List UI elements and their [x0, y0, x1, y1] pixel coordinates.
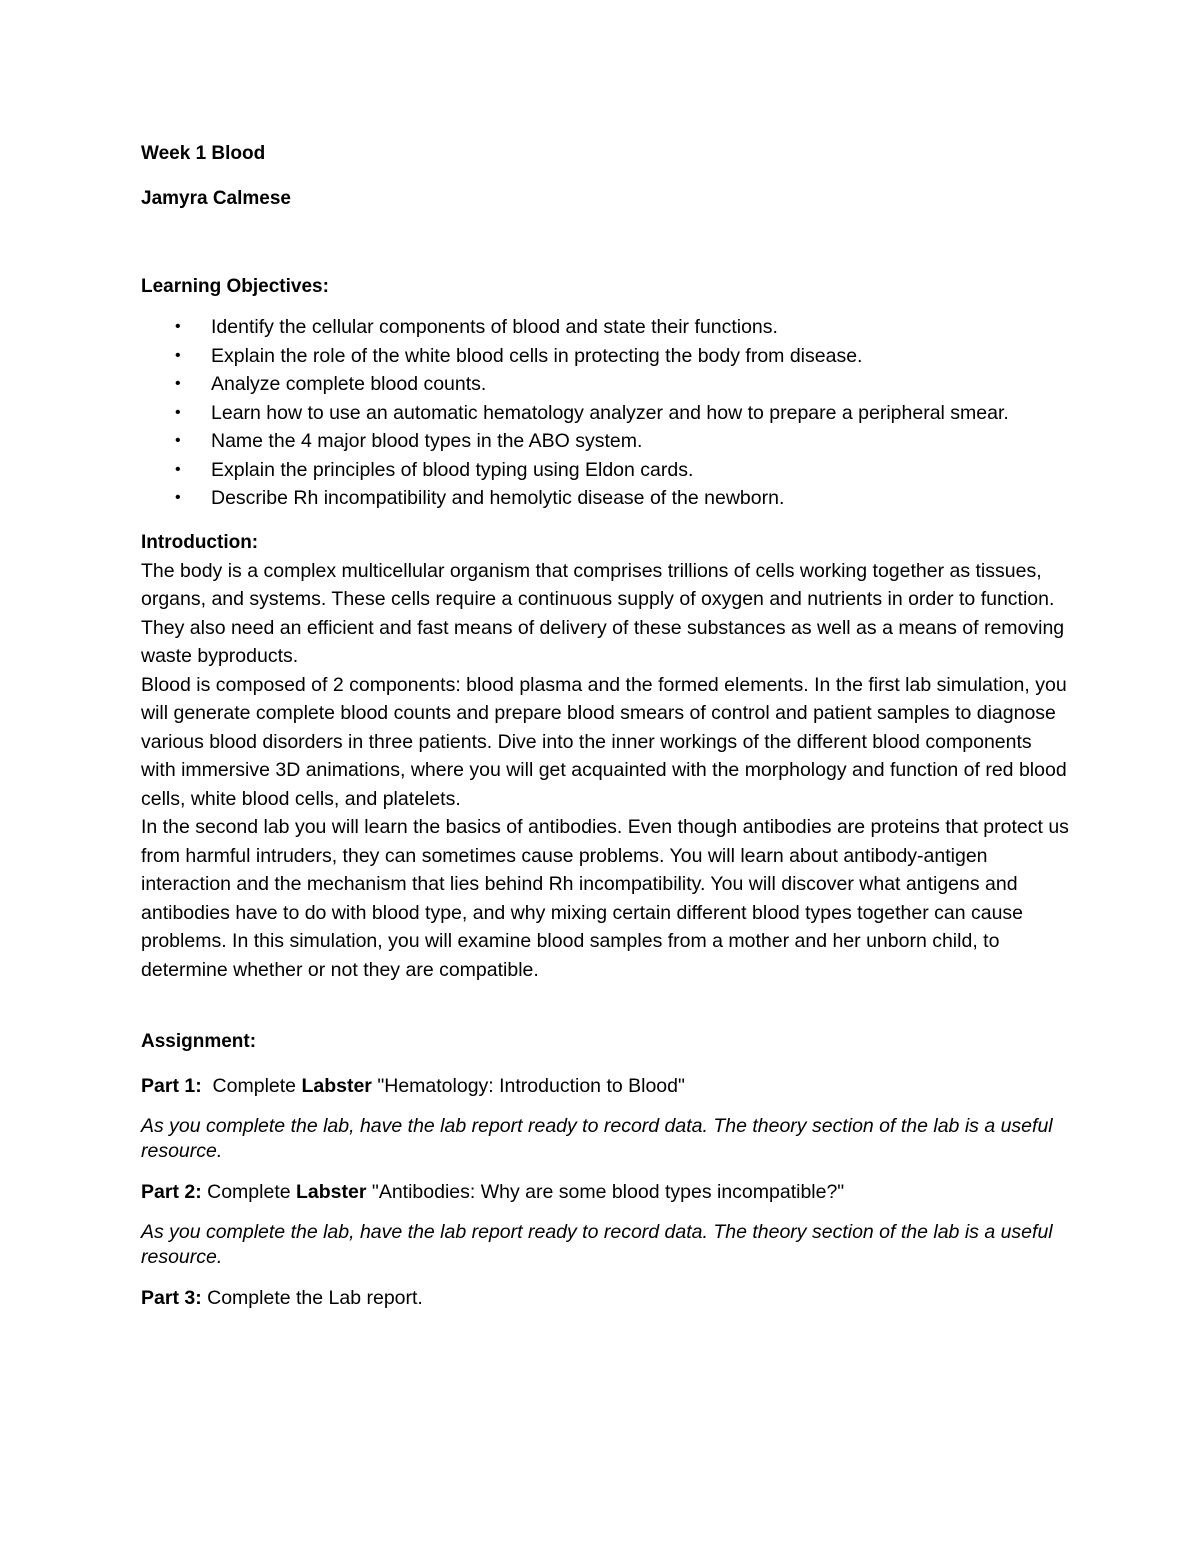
list-item — [141, 313, 1071, 342]
part-text: Complete the Lab report. — [207, 1287, 423, 1309]
list-item — [141, 484, 1071, 513]
list-item — [141, 456, 1071, 485]
bullet-icon: • — [175, 460, 181, 478]
document-page — [141, 140, 1071, 1312]
introduction-paragraph: In the second lab you will learn the basics of antibodies. Even though antibodies are proteins that protect us from harmful intruders, they can sometimes cause problems. You will learn about antibody-antigen interaction and the mechanism that lies behind Rh incompatibility. You will discover what antigens and antibodies have to do with blood type, and why mixing certain different blood types together can cause problems. In this simulation, you will examine blood samples from a mother and her unborn child, to determine whether or not they are compatible. — [141, 816, 1069, 981]
bullet-icon: • — [175, 432, 181, 449]
objective-text: Explain the role of the white blood cells in protecting the body from disease. — [211, 344, 863, 367]
lab-title: "Antibodies: Why are some blood types incompatible?" — [371, 1181, 845, 1203]
list-item — [141, 370, 1071, 399]
bullet-icon: • — [175, 489, 181, 506]
list-item — [141, 342, 1071, 371]
objective-text: Explain the principles of blood typing using Eldon cards. — [211, 458, 694, 481]
part-label: Part 2: — [141, 1181, 202, 1203]
bullet-icon: • — [175, 403, 181, 421]
objective-text: Describe Rh incompatibility and hemolytic disease of the newborn. — [211, 487, 785, 509]
document-title: Week 1 Blood — [141, 143, 266, 164]
part-label: Part 1: — [141, 1075, 202, 1097]
assignment-heading: Assignment: — [141, 1031, 257, 1052]
introduction-paragraph: Blood is composed of 2 components: blood plasma and the formed elements. In the first lab simulation, you will generate complete blood counts and prepare blood smears of control and patient samples to diagnose various blood disorders in three patients. Dive into the inner workings of the different blood components with immersive 3D animations, where you will get acquainted with the morphology and function of red blood cells, white blood cells, and platelets. — [141, 673, 1067, 810]
list-item — [141, 399, 1071, 428]
introduction-paragraph: The body is a complex multicellular organism that comprises trillions of cells working together as tissues, organs, and systems. These cells require a continuous supply of oxygen and nutrients in order to function. They also need an efficient and fast means of delivery of these substances as well as a means of removing waste byproducts. — [141, 559, 1065, 667]
objective-text: Name the 4 major blood types in the ABO system. — [211, 430, 643, 452]
objective-text: Identify the cellular components of blood and state their functions. — [211, 316, 778, 338]
lab-title: "Hematology: Introduction to Blood" — [377, 1075, 685, 1097]
assignment-note: As you complete the lab, have the lab report ready to record data. The theory section of the lab is a useful resource. — [141, 1115, 1053, 1162]
assignment-part-3 — [141, 1284, 1071, 1312]
assignment-note: As you complete the lab, have the lab report ready to record data. The theory section of the lab is a useful resource. — [141, 1221, 1053, 1268]
bullet-icon: • — [175, 375, 181, 392]
part-pre: Complete — [212, 1075, 297, 1097]
bullet-icon: • — [175, 318, 181, 335]
part-label: Part 3: — [141, 1287, 202, 1309]
learning-objectives-heading: Learning Objectives: — [141, 276, 329, 297]
objective-text: Learn how to use an automatic hematology analyzer and how to prepare a peripheral smear. — [211, 401, 1009, 424]
platform-name: Labster — [296, 1181, 367, 1203]
platform-name: Labster — [301, 1075, 372, 1097]
author-name: Jamyra Calmese — [141, 188, 291, 209]
bullet-icon: • — [175, 346, 181, 364]
assignment-part-1 — [141, 1072, 1071, 1100]
objective-text: Analyze complete blood counts. — [211, 373, 487, 395]
part-pre: Complete — [207, 1181, 291, 1203]
list-item — [141, 427, 1071, 456]
assignment-part-2 — [141, 1178, 1071, 1206]
introduction-heading: Introduction: — [141, 531, 259, 553]
learning-objectives-list — [141, 313, 1071, 513]
